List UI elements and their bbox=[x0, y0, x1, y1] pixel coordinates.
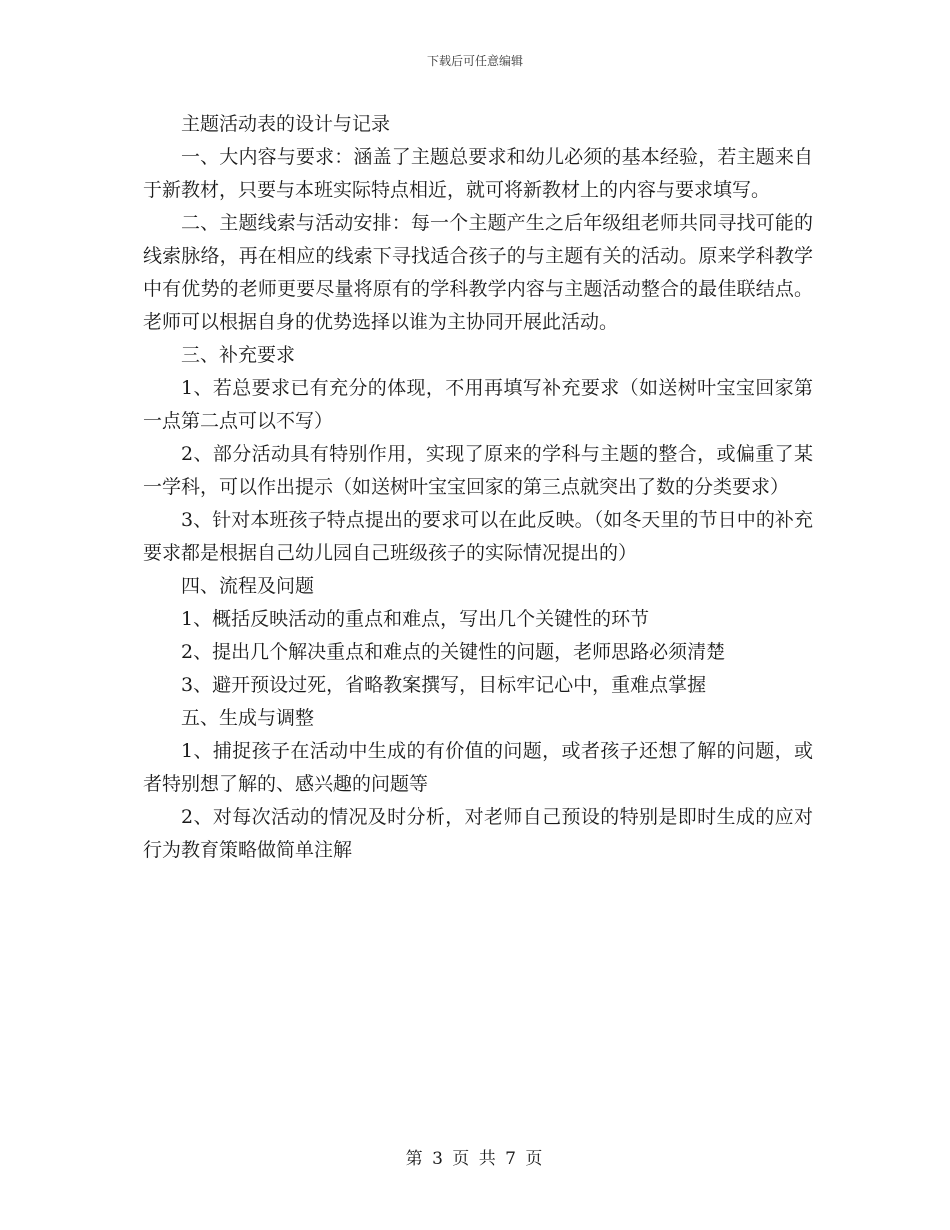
list-item: 3、针对本班孩子特点提出的要求可以在此反映。（如冬天里的节日中的补充要求都是根据自己幼儿园自己班级孩子的实际情况提出的） bbox=[143, 509, 813, 564]
list-item: 3、避开预设过死，省略教案撰写，目标牢记心中，重难点掌握 bbox=[181, 674, 707, 696]
list-item: 2、提出几个解决重点和难点的关键性的问题，老师思路必须清楚 bbox=[181, 641, 726, 663]
section-heading: 三、补充要求 bbox=[181, 344, 296, 366]
page-footer: 第 3 页 共 7 页 bbox=[405, 1149, 545, 1169]
section-paragraph: 一、大内容与要求：涵盖了主题总要求和幼儿必须的基本经验，若主题来自于新教材，只要与本班实际特点相近，就可将新教材上的内容与要求填写。 bbox=[143, 146, 813, 201]
section-heading: 四、流程及问题 bbox=[181, 575, 315, 597]
list-item: 2、对每次活动的情况及时分析，对老师自己预设的特别是即时生成的应对行为教育策略做简单注解 bbox=[143, 806, 813, 861]
list-item: 2、部分活动具有特别作用，实现了原来的学科与主题的整合，或偏重了某一学科，可以作出提示（如送树叶宝宝回家的第三点就突出了数的分类要求） bbox=[143, 443, 813, 498]
document-title: 主题活动表的设计与记录 bbox=[181, 113, 391, 135]
section-paragraph: 二、主题线索与活动安排：每一个主题产生之后年级组老师共同寻找可能的线索脉络，再在相应的线索下寻找适合孩子的与主题有关的活动。原来学科教学中有优势的老师更要尽量将原有的学科教学内容与主题活动整合的最佳联结点。老师可以根据自身的优势选择以谁为主协同开展此活动。 bbox=[143, 212, 813, 333]
document-body bbox=[143, 108, 813, 867]
section-heading: 五、生成与调整 bbox=[181, 707, 315, 729]
list-item: 1、捕捉孩子在活动中生成的有价值的问题，或者孩子还想了解的问题，或者特别想了解的、感兴趣的问题等 bbox=[143, 740, 813, 795]
list-item: 1、概括反映活动的重点和难点，写出几个关键性的环节 bbox=[181, 608, 650, 630]
page-header: 下载后可任意编辑 bbox=[426, 54, 523, 68]
list-item: 1、若总要求已有充分的体现，不用再填写补充要求（如送树叶宝宝回家第一点第二点可以不写） bbox=[143, 377, 813, 432]
